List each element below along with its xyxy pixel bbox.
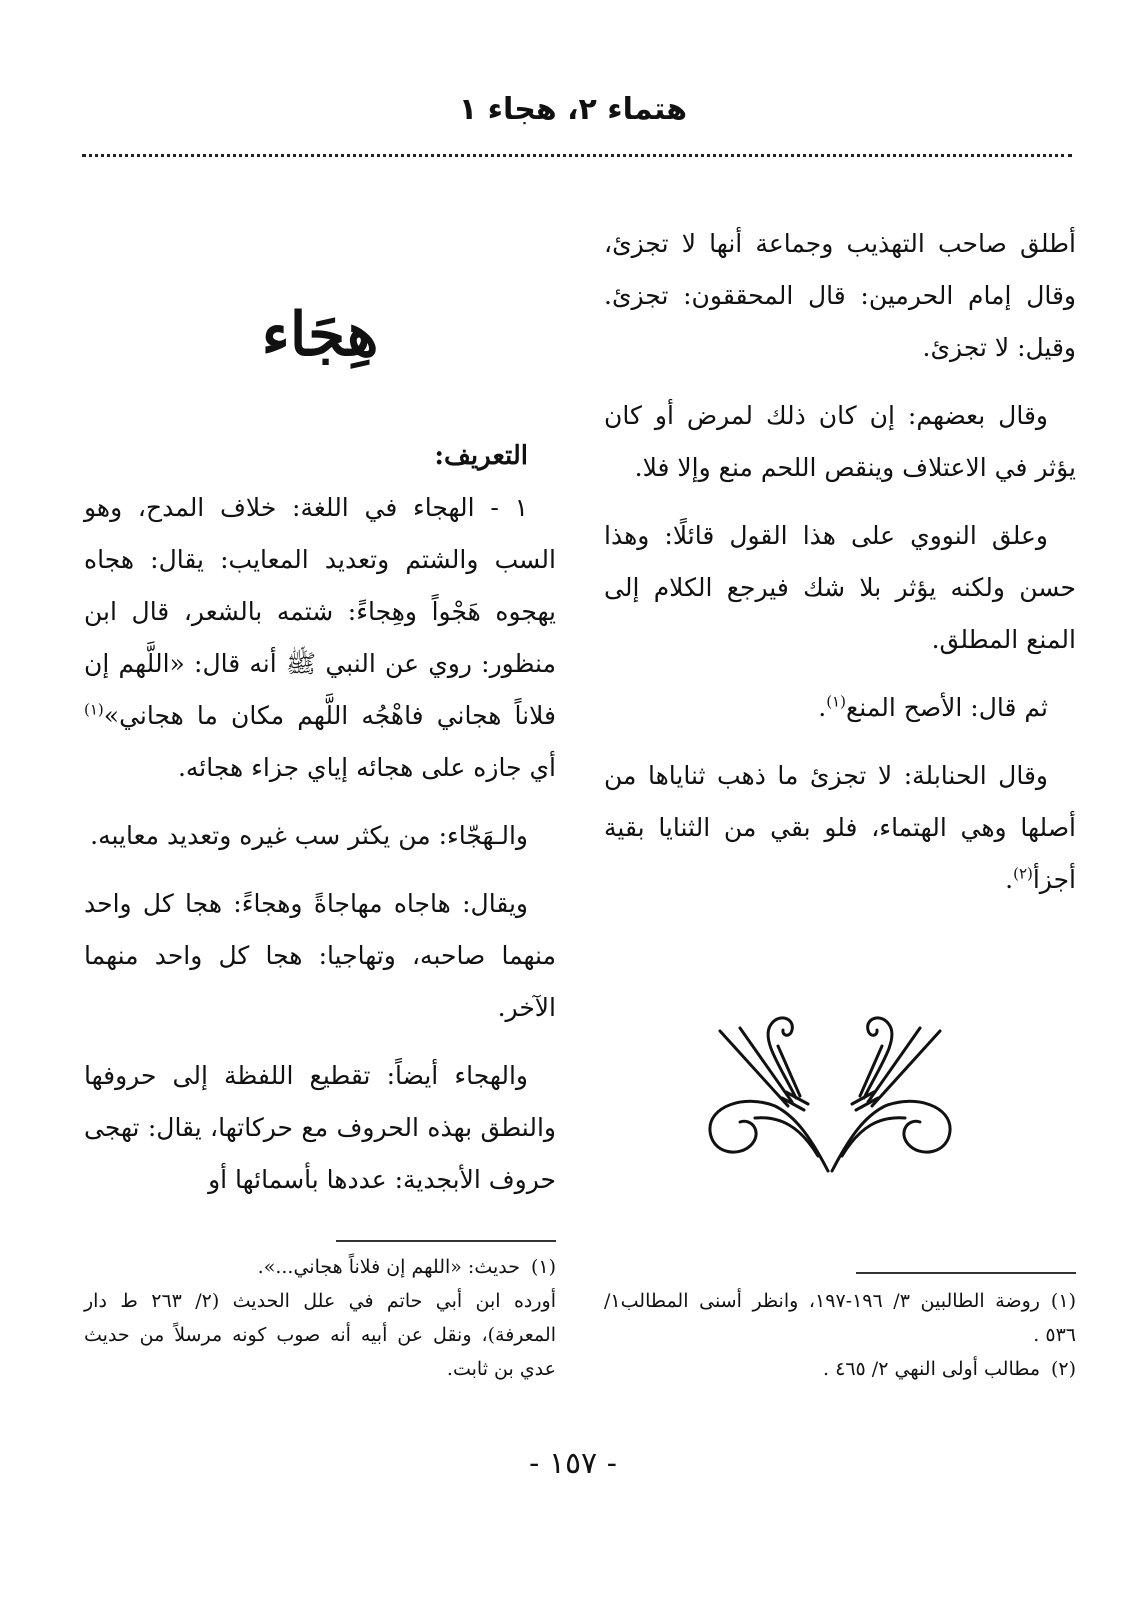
footnote-ref-1: (١) bbox=[826, 692, 846, 711]
footnote-left-1 bbox=[84, 1250, 556, 1284]
right-paragraph-5 bbox=[604, 750, 1076, 906]
left-paragraph-3: ويقال: هاجاه مهاجاةً وهجاءً: هجا كل واحد منهما صاحبه، وتهاجيا: هجا كل واحد منهما الآخر. bbox=[84, 889, 556, 1022]
footnote-rule-left bbox=[336, 1240, 556, 1242]
section-heading: التعريف: bbox=[434, 441, 528, 471]
right-column bbox=[604, 218, 1076, 906]
right-paragraph-1: أطلق صاحب التهذيب وجماعة أنها لا تجزئ، وقال إمام الحرمين: قال المحققون: تجزئ. وقيل: لا تجزئ. bbox=[604, 229, 1076, 362]
left-paragraph-1-end: أي جازه على هجائه إياي جزاء هجائه. bbox=[177, 753, 556, 782]
right-paragraph-5-text: وقال الحنابلة: لا تجزئ ما ذهب ثناياها من أصلها وهي الهتماء، فلو بقي من الثنايا بقية أجزأ bbox=[604, 761, 1076, 894]
footnote-left-1-number: (١) bbox=[530, 1256, 556, 1278]
footnote-right-1-text: روضة الطالبين ٣/ ١٩٦-١٩٧، وانظر أسنى المطالب١/ ٥٣٦ . bbox=[604, 1290, 1076, 1346]
right-paragraph-3: وعلق النووي على هذا القول قائلًا: وهذا حسن ولكنه يؤثر بلا شك فيرجع الكلام إلى المنع المطلق. bbox=[604, 521, 1076, 654]
right-paragraph-4-text: ثم قال: الأصح المنع bbox=[845, 693, 1048, 722]
page-number: - ١٥٧ - bbox=[529, 1446, 617, 1481]
footnote-right-2-number: (٢) bbox=[1050, 1358, 1076, 1380]
footnote-right-1 bbox=[604, 1284, 1076, 1352]
decorative-ornament bbox=[700, 1006, 960, 1181]
right-paragraph-4-end: . bbox=[818, 693, 827, 722]
page-header-title: هتماء ٢، هجاء ١ bbox=[458, 92, 688, 127]
left-paragraph-2: والـهَجّاء: من يكثر سب غيره وتعديد معايبه. bbox=[90, 821, 528, 850]
left-column bbox=[84, 300, 556, 1206]
footnote-ref-1-left: (١) bbox=[84, 700, 104, 719]
footnote-left-1-text: حديث: «اللهم إن فلاناً هجاني...». bbox=[257, 1256, 520, 1278]
left-paragraph-1 bbox=[84, 482, 556, 794]
footnote-ref-2: (٢) bbox=[1013, 864, 1033, 883]
left-paragraph-4: والهجاء أيضاً: تقطيع اللفظة إلى حروفها والنطق بهذه الحروف مع حركاتها، يقال: تهجى حروف الأبجدية: عددها بأسمائها أو bbox=[84, 1061, 556, 1194]
right-paragraph-2: وقال بعضهم: إن كان ذلك لمرض أو كان يؤثر في الاعتلاف وينقص اللحم منع وإلا فلا. bbox=[604, 401, 1076, 482]
header-dotted-rule bbox=[82, 154, 1072, 157]
footnotes-right bbox=[604, 1284, 1076, 1386]
footnote-rule-right bbox=[856, 1272, 1076, 1274]
footnote-right-2 bbox=[604, 1352, 1076, 1386]
right-paragraph-5-end: . bbox=[1005, 865, 1014, 894]
left-paragraph-1-text: ١ - الهجاء في اللغة: خلاف المدح، وهو السب والشتم وتعديد المعايب: يقال: هجاه يهجوه هَجْواً وهِجاءً: شتمه بالشعر، قال ابن منظور: روي عن النبي ﷺ أنه قال: «اللَّهم إن فلاناً هجاني فاهْجُه اللَّهم مكان ما هجاني» bbox=[84, 493, 556, 730]
right-paragraph-4 bbox=[604, 682, 1076, 734]
footnote-left-1-continuation: أورده ابن أبي حاتم في علل الحديث (٢/ ٢٦٣ ط دار المعرفة)، ونقل عن أبيه أنه صوب كونه مرسلاً من حديث عدي بن ثابت. bbox=[84, 1290, 556, 1380]
footnote-right-1-number: (١) bbox=[1050, 1290, 1076, 1312]
footnotes-left bbox=[84, 1250, 556, 1386]
footnote-right-2-text: مطالب أولى النهي ٢/ ٤٦٥ . bbox=[823, 1358, 1040, 1380]
entry-title: هِجَاء bbox=[261, 300, 379, 370]
